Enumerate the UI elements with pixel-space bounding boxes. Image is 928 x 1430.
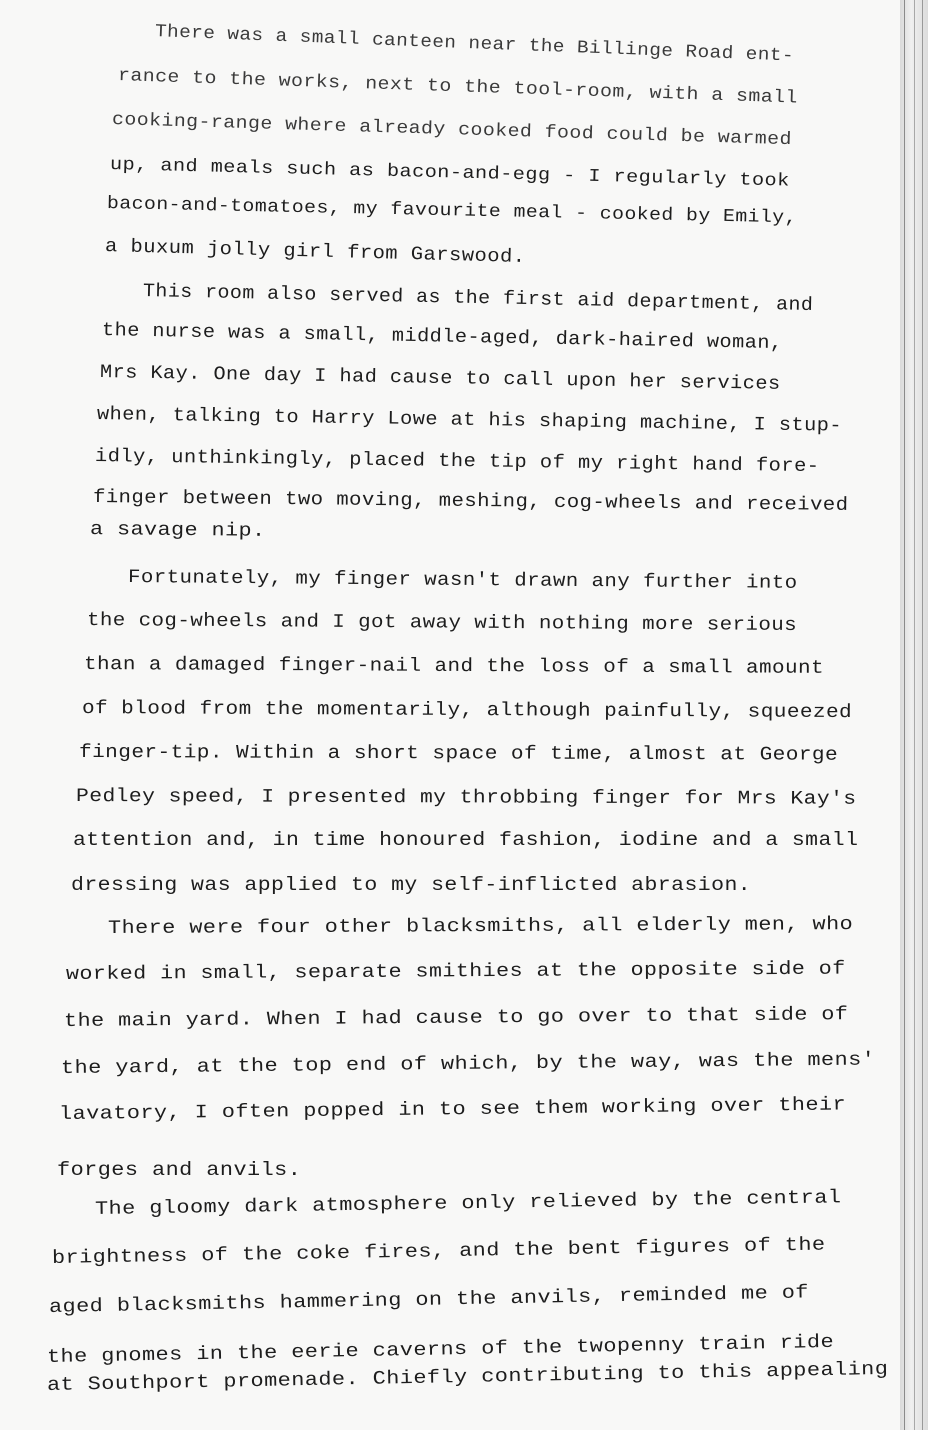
text-line: forges and anvils. xyxy=(57,1159,302,1181)
text-line: attention and, in time honoured fashion, iodine and a small xyxy=(73,829,859,851)
text-line: up, and meals such as bacon-and-egg - I regularly took xyxy=(109,155,790,192)
text-line: at Southport promenade. Chiefly contributing to this appealing xyxy=(46,1357,889,1396)
text-line: Fortunately, my finger wasn't drawn any further into xyxy=(127,566,798,594)
text-line: brightness of the coke fires, and the bent figures of the xyxy=(51,1233,826,1269)
text-line: This room also served as the first aid department, and xyxy=(142,280,814,317)
text-line: bacon-and-tomatoes, my favourite meal - cooked by Emily, xyxy=(106,194,798,229)
text-line: There were four other blacksmiths, all elderly men, who xyxy=(107,913,854,939)
page-edge-line xyxy=(914,0,915,1430)
text-line: finger-tip. Within a short space of time, almost at George xyxy=(78,741,839,766)
text-line: dressing was applied to my self-inflicted abrasion. xyxy=(71,874,752,896)
text-line: a buxum jolly girl from Garswood. xyxy=(104,235,526,269)
text-line: the nurse was a small, middle-aged, dark-haired woman, xyxy=(101,319,783,355)
text-line: of blood from the momentarily, although painfully, squeezed xyxy=(81,697,853,724)
text-line: Mrs Kay. One day I had cause to call upon her services xyxy=(99,361,781,395)
text-line: lavatory, I often popped in to see them working over their xyxy=(58,1093,847,1125)
text-line: the main yard. When I had cause to go over to that side of xyxy=(63,1003,849,1032)
text-line: when, talking to Harry Lowe at his shaping machine, I stup- xyxy=(96,403,843,437)
text-line: The gloomy dark atmosphere only relieved by the central xyxy=(94,1186,842,1220)
text-line: aged blacksmiths hammering on the anvils, reminded me of xyxy=(48,1281,810,1318)
text-line: idly, unthinkingly, placed the tip of my right hand fore- xyxy=(94,445,820,478)
text-line: Pedley speed, I presented my throbbing finger for Mrs Kay's xyxy=(75,785,857,810)
page-edge-line xyxy=(922,0,923,1430)
text-line: the yard, at the top end of which, by the way, was the mens' xyxy=(60,1048,876,1079)
text-line: the cog-wheels and I got away with nothing more serious xyxy=(86,609,798,636)
text-line: rance to the works, next to the tool-room, with a small xyxy=(117,66,799,109)
page-edge-line xyxy=(904,0,905,1430)
text-line: the gnomes in the eerie caverns of the twopenny train ride xyxy=(46,1330,835,1368)
text-line: finger between two moving, meshing, cog-wheels and received xyxy=(92,486,849,516)
text-line: than a damaged finger-nail and the loss of a small amount xyxy=(83,653,825,679)
text-line: There was a small canteen near the Billinge Road ent- xyxy=(154,22,795,67)
page-edge xyxy=(900,0,928,1430)
text-line: worked in small, separate smithies at the opposite side of xyxy=(65,957,846,985)
text-line: cooking-range where already cooked food could be warmed xyxy=(111,110,793,151)
text-line: a savage nip. xyxy=(89,518,266,542)
